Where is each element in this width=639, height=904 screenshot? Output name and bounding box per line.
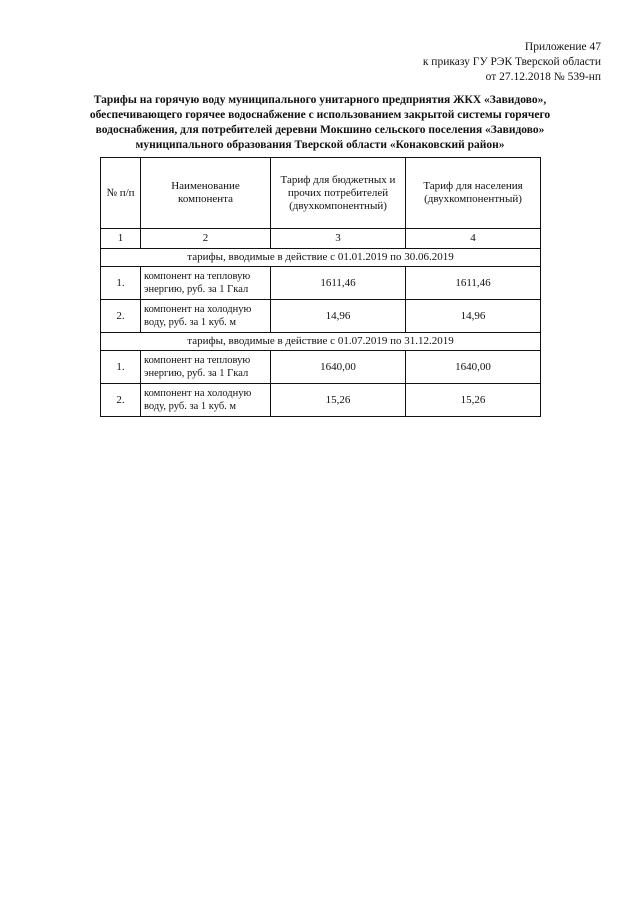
appendix-order-date: от 27.12.2018 № 539-нп bbox=[485, 71, 601, 83]
appendix-order-ref: к приказу ГУ РЭК Тверской области bbox=[422, 56, 601, 68]
period-row bbox=[101, 249, 541, 267]
col-number: 3 bbox=[271, 229, 406, 249]
col-header-name: Наименование компонента bbox=[141, 158, 271, 229]
row-budget: 1611,46 bbox=[271, 267, 406, 300]
title-line-2: обеспечивающего горячее водоснабжение с использованием закрытой системы горячего bbox=[89, 109, 551, 121]
row-budget: 14,96 bbox=[271, 300, 406, 333]
table-row bbox=[101, 267, 541, 300]
row-population: 14,96 bbox=[406, 300, 541, 333]
row-num: 2. bbox=[101, 384, 141, 417]
title-line-1: Тарифы на горячую воду муниципального унитарного предприятия ЖКХ «Завидово», bbox=[93, 94, 547, 106]
table-row bbox=[101, 300, 541, 333]
row-name: компонент на холодную воду, руб. за 1 куб. м bbox=[141, 300, 271, 333]
row-name: компонент на холодную воду, руб. за 1 куб. м bbox=[141, 384, 271, 417]
table-header-row bbox=[101, 158, 541, 229]
row-num: 2. bbox=[101, 300, 141, 333]
tariff-table bbox=[100, 157, 541, 417]
row-population: 1611,46 bbox=[406, 267, 541, 300]
row-budget: 1640,00 bbox=[271, 351, 406, 384]
row-population: 1640,00 bbox=[406, 351, 541, 384]
col-header-num: № п/п bbox=[101, 158, 141, 229]
period-row bbox=[101, 333, 541, 351]
row-name: компонент на тепловую энергию, руб. за 1 Гкал bbox=[141, 351, 271, 384]
row-num: 1. bbox=[101, 351, 141, 384]
row-population: 15,26 bbox=[406, 384, 541, 417]
table-row bbox=[101, 384, 541, 417]
col-number: 4 bbox=[406, 229, 541, 249]
title-line-3: водоснабжения, для потребителей деревни Мокшино сельского поселения «Завидово» bbox=[95, 124, 545, 136]
col-header-population: Тариф для населения (двухкомпонентный) bbox=[406, 158, 541, 229]
col-number: 1 bbox=[101, 229, 141, 249]
column-number-row bbox=[101, 229, 541, 249]
appendix-number: Приложение 47 bbox=[524, 41, 601, 53]
col-header-budget: Тариф для бюджетных и прочих потребителей (двухкомпонентный) bbox=[271, 158, 406, 229]
appendix-header bbox=[423, 40, 601, 85]
period-label: тарифы, вводимые в действие с 01.07.2019 по 31.12.2019 bbox=[101, 333, 541, 351]
row-name: компонент на тепловую энергию, руб. за 1 Гкал bbox=[141, 267, 271, 300]
title-line-4: муниципального образования Тверской области «Конаковский район» bbox=[135, 139, 505, 151]
col-number: 2 bbox=[141, 229, 271, 249]
document-title bbox=[80, 93, 560, 153]
row-budget: 15,26 bbox=[271, 384, 406, 417]
row-num: 1. bbox=[101, 267, 141, 300]
period-label: тарифы, вводимые в действие с 01.01.2019 по 30.06.2019 bbox=[101, 249, 541, 267]
table-row bbox=[101, 351, 541, 384]
